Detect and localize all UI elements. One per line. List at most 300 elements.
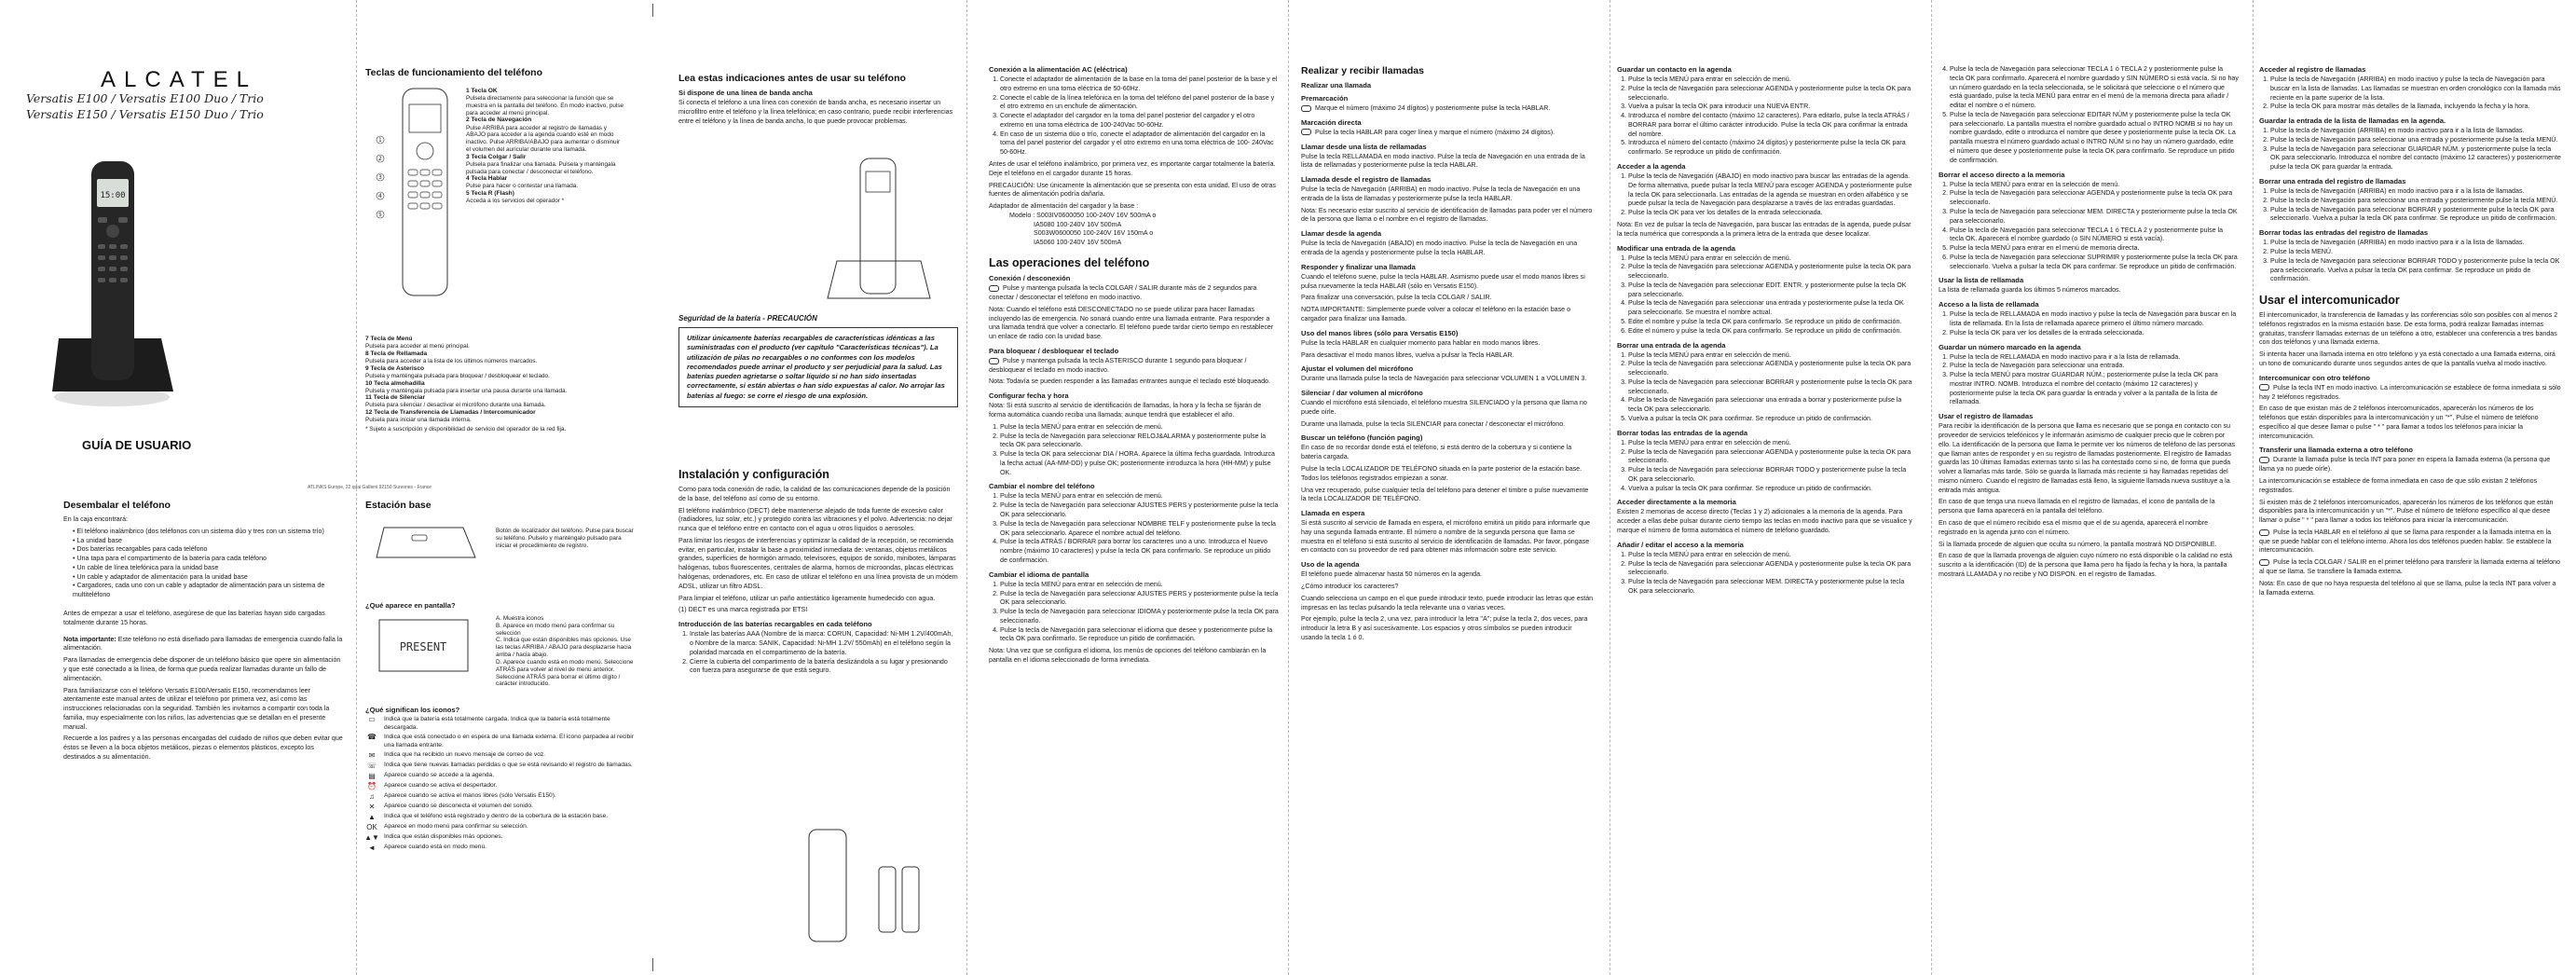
calls-heading: Realizar y recibir llamadas	[1301, 65, 1424, 76]
answer-heading: Responder y finalizar una llamada	[1301, 262, 1416, 271]
install-text: El teléfono inalámbrico (DECT) debe mantenerse alejado de toda fuente de excesivo calor (radiadores, luz solar, etc.) y protegido contra las vibraciones y el polvo. Advertencia: no dejar nunca que el teléfono entre en contacto con el agua u otros líquidos o aerosoles.	[678, 506, 952, 533]
keylock-heading: Para bloquear / desbloquear el teclado	[989, 346, 1119, 355]
icon-desc: Indica que está conectado o en espera de una llamada externa. El icono parpadea al recibir una llamada entrante.	[384, 734, 634, 748]
predial-desc: Marque el número (máximo 24 dígitos) y posteriormente pulse la tecla HABLAR.	[1315, 104, 1551, 112]
int-key-icon	[2259, 457, 2269, 463]
intercom-heading: Usar el intercomunicador	[2259, 294, 2400, 308]
step: 5. Pulse la tecla de Navegación para seleccionar EDITAR NÚM y posteriormente pulse la tecla OK para seleccionarlo. La pantalla muestra el nombre guardado actual o INTRO NOMB si no hay un nombre guardado, edite o introduzca el nombre que desee y posteriormente pulse la tecla OK. La pantalla muestra el número guardado actual o INTRO NÚM si no hay un número guardado, edite el número que desee y posteriormente pulse la tecla OK para confirmarlo. Se reproduce un pitido de confirmación.	[1950, 111, 2239, 166]
step: 1. Pulse la tecla de Navegación (ARRIBA) en modo inactivo para ir a la lista de llamadas.	[2270, 127, 2561, 136]
mute-text: Cuando el micrófono está silenciado, el teléfono muestra SILENCIADO y la persona que llama no puede oírle.	[1301, 399, 1587, 416]
adapter-model: Modelo : S003IV0600050 100-240V 16V 500mA o	[1009, 211, 1157, 219]
step: 3. Pulse la tecla de Navegación para seleccionar EDIT. ENTR. y posteriormente pulse la tecla OK para seleccionarlo.	[1628, 282, 1915, 300]
speaker-icon: ♫	[369, 791, 375, 801]
delete-all-steps	[1617, 439, 1915, 494]
direct-memory-text: Existen 2 memorias de acceso directo (Teclas 1 y 2) adicionales a la memoria de la agenda. Para acceder a ellas debe pulsar durante cierto tiempo las teclas en modo inactivo para que se visualice y marque el número de forma automática el número de teléfono guardado.	[1617, 508, 1912, 535]
step: 1. Pulse la tecla de Navegación (ARRIBA) en modo inactivo y pulse la tecla de Navegación para buscar en la lista de llamadas. Las llamadas se muestran en orden cronológico con la llamada más reciente en la parte superior de la lista.	[2270, 76, 2561, 103]
unpack-section	[63, 500, 343, 765]
icon-row	[365, 762, 636, 770]
safety-heading: Seguridad de la batería - PRECAUCIÓN	[678, 314, 817, 323]
key-text: Pulsela y manténgala pulsada para bloquear / desbloquear el teclado.	[365, 372, 550, 379]
delete-memory-heading: Borrar el acceso directo a la memoria	[1939, 170, 2065, 179]
redial-list-heading: Llamar desde una lista de rellamadas	[1301, 142, 1427, 151]
phonebook-capacity: El teléfono puede almacenar hasta 50 números en la agenda.	[1301, 570, 1483, 579]
trim-mark	[652, 958, 653, 971]
alarm-icon: ⏰	[367, 781, 377, 790]
direct-dial-text	[1301, 129, 1594, 138]
step: 1. Pulse la tecla MENÚ para entrar en la selección de menú.	[1950, 181, 2239, 190]
fold-line	[2253, 0, 2254, 975]
step: 2. Pulse la tecla OK para ver los detalles de la entrada seleccionada.	[1950, 329, 2239, 338]
step: 1. Pulse la tecla MENÚ para entrar en selección de menú.	[1628, 351, 1915, 361]
paging-text: En caso de no recordar donde está el teléfono, si está dentro de la cobertura y si contiene la batería cargada.	[1301, 444, 1572, 461]
step: 2. Pulse la tecla de Navegación para seleccionar AJUSTES PERS y posteriormente pulse la tecla OK para seleccionarlo.	[1000, 501, 1280, 520]
key-item	[466, 117, 624, 153]
step: 1. Instale las baterías AAA (Nombre de la marca: CORUN, Capacidad: Ni-MH 1.2V/400mAh, o Nombre de la marca: SANIK, Capacidad: Ni-MH 1.2V/ 550mAh) en el teléfono según la polaridad marcada en el compartimento de la batería.	[690, 630, 958, 657]
paging-heading: Buscar un teléfono (función paging)	[1301, 433, 1423, 443]
language-note: Nota: Una vez que se configura el idioma, los menús de opciones del teléfono cambiarán en la pantalla en el idioma seleccionado de forma inmediata.	[989, 647, 1267, 664]
step: 1. Pulse la tecla MENÚ para entrar en selección de menú.	[1628, 551, 1915, 560]
step: 2. Conecte el cable de la línea telefónica en la toma del teléfono del panel posterior de la base y el otro extremo en un enchufe de alimentación.	[1000, 94, 1280, 113]
install-heading: Instalación y configuración	[678, 468, 829, 481]
list-item: • El teléfono inalámbrico (dos teléfonos con un sistema dúo y tres con un sistema trío)	[73, 528, 343, 537]
step: 2. Pulse la tecla de Navegación para seleccionar AGENDA y posteriormente pulse la tecla OK para seleccionarlo.	[1628, 560, 1915, 579]
note-text: Este teléfono no está diseñado para llamadas de emergencia cuando falla la alimentación.	[63, 635, 343, 652]
redial-save-steps	[1939, 353, 2239, 408]
charge-note: Antes de empezar a usar el teléfono, asegúrese de que las baterías hayan sido cargadas totalmente durante 15 horas.	[63, 610, 325, 626]
screen-diagram	[375, 615, 477, 680]
characters-question: ¿Cómo introducir los caracteres?	[1301, 583, 1399, 590]
locator-description: Botón de localizador del teléfono. Pulse para buscar su teléfono. Pulselo y manténgalo pulsado para iniciar el procedimiento de registro.	[496, 528, 634, 549]
key-text: Pulsela y manténgala pulsada para insertar una pausa durante una llamada.	[365, 387, 568, 394]
datetime-note: Nota: Si está suscrito al servicio de identificación de llamadas, la hora y la fecha se fijarán de forma automática cuando reciba una llamada; aunque tendrá que establecer el año.	[989, 402, 1262, 419]
icon-row	[365, 716, 636, 732]
keys-footnote: * Sujeto a suscripción y disponibilidad de servicio del operador de la red fija.	[365, 426, 567, 433]
svg-text:1: 1	[378, 137, 382, 144]
step: 4. Pulse la tecla de Navegación para seleccionar una entrada y posteriormente pulse la tecla OK para seleccionarlo. Se muestra el nombre actual.	[1628, 299, 1915, 318]
guide-title: GUÍA DE USUARIO	[82, 438, 192, 452]
calls-panel	[1301, 0, 1599, 975]
back-icon: ◄	[368, 843, 376, 852]
key-text: Pulsela para acceder al menú principal.	[365, 343, 470, 350]
memory-panel	[1939, 0, 2244, 975]
icon-desc: Indica que están disponibles más opciones.	[384, 833, 503, 841]
broadband-text: Si conecta el teléfono a una línea con conexión de banda ancha, es necesario insertar un microfiltro entre el teléfono y la línea telefónica; en caso contrario, puede recibir interferencias entre el teléfono y la línea de banda ancha, lo que puede provocar problemas.	[678, 99, 953, 125]
svg-text:3: 3	[378, 174, 382, 181]
key-title: 10 Tecla almohadilla	[365, 379, 425, 387]
step: 1. Pulse la tecla MENÚ para entrar en selección de menú.	[1000, 581, 1280, 590]
delete-memory-steps	[1939, 181, 2239, 272]
step: 5. Edite el nombre y pulse la tecla OK para confirmarlo. Se reproduce un pitido de confirmación.	[1628, 318, 1915, 327]
mute-heading: Silenciar / dar volumen al micrófono	[1301, 389, 1423, 398]
keylock-note: Nota: Todavía se pueden responder a las llamadas entrantes aunque el teclado esté bloqueado.	[989, 378, 1270, 386]
rename-heading: Cambiar el nombre del teléfono	[989, 482, 1095, 491]
intercom-text: Si intenta hacer una llamada interna en otro teléfono y ya está conectado a una llamada externa, oirá un tono de comunicando durante unos segundos antes de que la pantalla vuelva al modo inactivo.	[2259, 350, 2555, 367]
datetime-steps	[989, 423, 1280, 478]
transfer-desc: Pulse la tecla HABLAR en el teléfono al que se llama para responder a la llamada interna en la que se puede hablar con el teléfono interno. Ahora los dos teléfonos pueden hablar. Se establece la intercomunicación.	[2259, 528, 2552, 555]
fold-line	[966, 0, 967, 975]
redial-heading: Usar la lista de rellamada	[1939, 276, 2024, 285]
icon-row	[365, 772, 636, 780]
unpack-intro: En la caja encontrará:	[63, 515, 129, 523]
key-title: 1 Tecla OK	[466, 88, 498, 94]
step: 1. Pulse la tecla MENÚ para entrar en selección de menú.	[1628, 439, 1915, 448]
redial-list-text: Pulse la tecla RELLAMADA en modo inactivo. Pulse la tecla de Navegación en una entrada de la lista de rellamadas y posteriormente pulse la tecla HABLAR.	[1301, 152, 1585, 170]
onoff-desc: Pulse y mantenga pulsada la tecla COLGAR / SALIR durante más de 2 segundos para conectar / desconectar el teléfono en modo inactivo.	[989, 284, 1257, 301]
key-item	[365, 409, 636, 424]
access-phonebook-heading: Acceder a la agenda	[1617, 162, 1686, 172]
caller-id-text: En caso de que el número recibido esa el mismo que el de su agenda, aparecerá el nombre registrado en la agenda junto con el número.	[1939, 519, 2209, 536]
key-title: 4 Tecla Hablar	[466, 175, 508, 183]
step: 1. Pulse la tecla de Navegación (ABAJO) en modo inactivo para buscar las entradas de la agenda. De forma alternativa, puede pulsar la tecla MENÚ para escoger AGENDA y posteriormente pulse la tecla OK para seleccionarla. Las entradas de la agenda se muestran en orden alfabético y se puede pulsar la tecla de Navegación para desplazarse a través de las entradas guardadas.	[1628, 172, 1915, 209]
step: 3. Pulse la tecla OK para seleccionar DIA / HORA. Aparece la última fecha guardada. Introduzca la fecha actual (AA-MM-DD) y pulse OK; posteriormente introduzca la hora (HH-MM) y pulse OK.	[1000, 450, 1280, 477]
key-descriptions-bottom	[365, 336, 636, 433]
list-item: • Un cable de línea telefónica para la unidad base	[73, 564, 343, 573]
step: 2. Cierre la cubierta del compartimento de la batería deslizándola a su lugar y presionando con fuerza para asegurarse de que está seguro.	[690, 658, 958, 677]
step: 4. En caso de un sistema dúo o trío, conecte el adaptador de alimentación del cargador en la toma del panel posterior del cargador y el otro extremo en una toma eléctrica de 100- 240Vac 50-60Hz.	[1000, 130, 1280, 158]
step: 3. Pulse la tecla de Navegación para seleccionar NOMBRE TELF y posteriormente pulse la tecla OK para seleccionarlo. Aparece el nombre actual del teléfono.	[1000, 520, 1280, 539]
key-title: 11 Tecla de Silenciar	[365, 394, 426, 402]
caller-id-text: Para recibir la identificación de la persona que llama es necesario que se ponga en contacto con su proveedor de servicios telefónicos y le informarán asimismo de cualquier precio que le cobren por ello. La identificación de la persona que llama le permite ver los números de teléfono de las personas que llaman antes de responder y en su registro de llamadas posteriormente. El registro de llamadas guarda las 10 últimas llamadas externas tanto si las ha contestado como si no, de forma que pueda volver a llamarlas más tarde. Sólo se guarda la llamada más reciente si hay llamadas repetidas del mismo número. Cuando el registro de llamadas está lleno, la siguiente llamada nueva sustituye a la entrada más antigua.	[1939, 422, 2236, 494]
intercom-text: El intercomunicador, la transferencia de llamadas y las conferencias sólo son posibles con al menos 2 teléfonos registrados en la misma estación base. De esta forma, podrá realizar llamadas internas gratuitas, transferir llamadas externas de un teléfono a otro, establecer una conferencia a tres bandas con dos teléfonos y una llamada externa.	[2259, 311, 2558, 347]
battery-diagram	[790, 820, 949, 960]
read-manual-note: Para familiarizarse con el teléfono Versatis E100/Versatis E150, recomendamos leer atentamente este manual antes de utilizar el teléfono por primera vez, así como las instrucciones relacionadas con la seguridad. También les invitamos a compartir con toda la familia, muy especialmente con los niños, las advertencias que se detallan en el presente manual.	[63, 686, 330, 731]
make-call-heading: Realizar una llamada	[1301, 81, 1372, 89]
handsfree-heading: Uso del manos libres (sólo para Versatis E150)	[1301, 328, 1459, 337]
trim-mark	[652, 4, 653, 17]
icons-section	[365, 701, 636, 854]
step: 4. Pulse la tecla de Navegación para seleccionar el idioma que desee y posteriormente pulse la tecla OK para confirmarlo. Se reproduce un pitido de confirmación.	[1000, 626, 1280, 645]
talk-key-icon	[1301, 105, 1311, 112]
key-item	[466, 190, 624, 205]
phonebook-call-heading: Llamar desde la agenda	[1301, 229, 1382, 239]
key-text: Acceda a los servicios del operador *	[466, 198, 565, 205]
caller-id-heading: Usar el registro de llamadas	[1939, 412, 2034, 421]
base-screen-text: PRESENT	[399, 640, 447, 653]
intercom-other-text: En caso de que existan más de 2 teléfonos intercomunicados, aparecerán los números de los teléfonos que están disponibles para la intercomunicación y un "*", Pulse el número de teléfono específico al que desee llamar o pulse " * " para llamar a todos los teléfonos para iniciar la intercomunicación.	[2259, 405, 2539, 440]
install-text: Como para toda conexión de radio, la calidad de las comunicaciones depende de la posición de la base, del teléfono así como de su entorno.	[678, 486, 951, 502]
access-phonebook-steps	[1617, 172, 1915, 218]
unpack-heading: Desembalar el teléfono	[63, 500, 171, 511]
key-item	[365, 365, 636, 380]
step: 2. Pulse la tecla OK para ver los detalles de la entrada seleccionada.	[1628, 209, 1915, 218]
instructions-panel	[678, 0, 963, 975]
icon-desc: Aparece en modo menú para confirmar su selección.	[384, 823, 528, 831]
screen-item: A. Muestra iconos	[496, 615, 544, 622]
delete-entry-steps	[1617, 351, 1915, 424]
end-call-text: Para finalizar una conversación, pulse la tecla COLGAR / SALIR.	[1301, 294, 1492, 302]
model-line-2: Versatis E150 / Versatis E150 Duo / Trio	[26, 106, 264, 121]
base-heading: Estación base	[365, 500, 432, 511]
icon-desc: Indica que tiene nuevas llamadas perdidas o que se está revisando el registro de llamadas.	[384, 762, 633, 769]
install-text: Para limitar los riesgos de interferencias y optimizar la calidad de la recepción, se recomienda evitar, en particular, instalar la base a proximidad inmediata de: ventanas, objetos metálicos grandes, superficies de hormigón armado, televisores, equipos de sonido, minibotes, lámparas halógenas, tubos fluorescentes, centrales de alarma, hornos de microondas, placas eléctricas halógenas, ordenadores, etc. En caso de utilizar el teléfono en una línea provista de un módem ADSL, utilizar un filtro ADSL.	[678, 536, 958, 590]
answer-text: Cuando el teléfono suene, pulse la tecla HABLAR. Asimismo puede usar el modo manos libres si pulsa nuevamente la tecla HABLAR (sólo en Versatis E150).	[1301, 272, 1585, 290]
brand-name: ALCATEL	[101, 67, 257, 92]
step: 1. Pulse la tecla de RELLAMADA en modo inactivo y pulse la tecla de Navegación para buscar en la lista de rellamada. En la lista de rellamada aparece primero el último número marcado.	[1950, 310, 2239, 329]
key-text: Pulse para hacer o contestar una llamada.	[466, 183, 579, 190]
screen-heading: ¿Qué aparece en pantalla?	[365, 601, 456, 610]
step: 3. Pulse la tecla de Navegación para seleccionar BORRAR y posteriormente pulse la tecla OK para seleccionarlo.	[1628, 378, 1915, 397]
delete-log-steps	[2259, 187, 2561, 224]
fold-line	[1931, 0, 1932, 975]
direct-dial-desc: Pulse la tecla HABLAR para coger línea y marque el número (máximo 24 dígitos).	[1315, 128, 1555, 136]
step: 1. Pulse la tecla MENÚ para entrar en selección de menú.	[1000, 492, 1280, 501]
voicemail-icon: ✉	[368, 750, 376, 760]
phone-sketch	[818, 149, 949, 308]
step: 3. Pulse la tecla de Navegación para seleccionar BORRAR TODO y posteriormente pulse la tecla OK para seleccionarlo. Vuelva a pulsar la tecla OK para confirmar. Se reproduce un pitido de confirmación.	[2270, 257, 2561, 284]
save-contact-steps	[1617, 76, 1915, 158]
key-title: 2 Tecla de Navegación	[466, 117, 532, 124]
rename-steps	[989, 492, 1280, 565]
transfer-desc: Pulse la tecla COLGAR / SALIR en el primer teléfono para transferir la llamada externa al teléfono al que se llama. Se transfiere la llamada externa.	[2259, 558, 2560, 576]
key-item	[466, 175, 624, 190]
step: 2. Pulse la tecla de Navegación para seleccionar AJUSTES PERS y posteriormente pulse la tecla OK para seleccionarlo.	[1000, 590, 1280, 609]
key-text: Pulsela para acceder a la lista de los últimos números marcados.	[365, 357, 538, 364]
delete-all-log-steps	[2259, 239, 2561, 284]
icon-desc: Indica que la batería está totalmente cargada. Indica que la batería está totalmente descargada.	[384, 716, 610, 731]
step: 3. Pulse la tecla de Navegación para seleccionar MEM. DIRECTA y posteriormente pulse la tecla OK para seleccionarlo.	[1628, 578, 1915, 597]
predial-text	[1301, 104, 1594, 114]
box-contents-list	[63, 528, 343, 600]
icon-desc: Indica que ha recibido un nuevo mensaje de correo de voz.	[384, 751, 546, 759]
step: 1. Pulse la tecla MENÚ para entrar en selección de menú.	[1628, 76, 1915, 85]
company-address: ATLINKS Europe, 22 quai Gallieni 92150 Suresnes - France	[308, 485, 432, 490]
battery-install-steps	[678, 630, 958, 676]
characters-example: Por ejemplo, pulse la tecla 2, una vez, para introducir la letra "A"; pulse la tecla 2, dos veces, para introducir la letra B y así sucesivamente. Los espacios y otros símbolos se pueden introducir usando la tecla 1 ó 0.	[1301, 615, 1588, 641]
icon-row	[365, 751, 636, 760]
key-item	[365, 336, 636, 350]
step: 4. Pulse la tecla de Navegación para seleccionar una entrada a borrar y posteriormente pulse la tecla OK para seleccionarlo.	[1628, 396, 1915, 415]
step: 4. Vuelva a pulsar la tecla OK para confirmar. Se reproduce un pitido de confirmación.	[1628, 485, 1915, 494]
model-line-1: Versatis E100 / Versatis E100 Duo / Trio	[26, 91, 264, 105]
icons-heading: ¿Qué significan los iconos?	[365, 706, 460, 714]
adapter-spec: IA5080 100-240V 16V 500mA	[1034, 220, 1122, 228]
key-item	[466, 154, 624, 176]
step: 1. Pulse la tecla MENÚ para entrar en selección de menú.	[1628, 254, 1915, 264]
save-log-heading: Guardar la entrada de la lista de llamadas en la agenda.	[2259, 117, 2446, 126]
answer-note: NOTA IMPORTANTE: Simplemente puede volver a colocar el teléfono en la estación base o cargador para finalizar una llamada.	[1301, 306, 1571, 323]
keylock-text	[989, 357, 1280, 376]
phonebook-use-heading: Uso de la agenda	[1301, 560, 1360, 570]
mute-action-text: Durante una llamada, pulse la tecla SILENCIAR para conectar / desconectar el micrófono.	[1301, 419, 1566, 428]
step: 2. Pulse la tecla OK para mostrar más detalles de la llamada, incluyendo la fecha y la hora.	[2270, 103, 2561, 112]
screen-item: C. Indica que están disponibles más opciones. Use las teclas ARRIBA / ABAJO para desplazarse hacia arriba / hacia abajo.	[496, 637, 632, 659]
save-log-steps	[2259, 127, 2561, 172]
step: 2. Pulse la tecla MENÚ.	[2270, 248, 2561, 257]
dect-note: (1) DECT es una marca registrada por ETSI	[678, 606, 808, 614]
call-waiting-heading: Llamada en espera	[1301, 509, 1365, 518]
step: 3. Pulse la tecla MENÚ para mostrar GUARDAR NÚM.; posteriormente pulse la tecla OK para mostrar INTRO. NOMB. Introduzca el nombre del contacto (máximo 12 caracteres) y posteriormente pulse la tecla OK para guardar la entrada y volver a la pantalla de la lista de rellamada.	[1950, 371, 2239, 407]
key-text: Pulsela para silenciar / desactivar el micrófono durante una llamada.	[365, 402, 546, 409]
svg-text:5: 5	[378, 212, 382, 218]
safety-section	[678, 314, 958, 407]
signal-icon: ▲	[368, 812, 376, 821]
key-text: Pulsela directamente para seleccionar la función que se muestra en la pantalla del teléfono. En modo inactivo, pulse para acceder al menú principal.	[466, 95, 624, 117]
key-item	[466, 88, 624, 117]
language-steps	[989, 581, 1280, 644]
list-item: • Dos baterías recargables para cada teléfono	[73, 545, 343, 555]
phonebook-panel	[1617, 0, 1921, 975]
key-item	[365, 380, 636, 395]
transfer-desc: Durante la llamada pulse la tecla INT para poner en espera la llamada externa (la persona que llama ya no puede oírle).	[2259, 456, 2551, 474]
call-log-text: Pulse la tecla de Navegación (ARRIBA) en modo inactivo. Pulse la tecla de Navegación en una entrada de la lista de llamadas y posteriormente pulse la tecla HABLAR.	[1301, 185, 1581, 202]
step: 3. Conecte el adaptador del cargador en la toma del panel posterior del cargador y el otro extremo en una toma eléctrica de 100-240Vac 50-60Hz.	[1000, 112, 1280, 130]
step: 1. Pulse la tecla de Navegación (ARRIBA) en modo inactivo para ir a la lista de llamadas.	[2270, 239, 2561, 248]
call-log-heading: Llamada desde el registro de llamadas	[1301, 175, 1432, 185]
base-section	[365, 500, 636, 515]
caller-id-text: En caso de que tenga una nueva llamada en el registro de llamadas, el icono de pantalla de la persona que llama aparecerá en la pantalla del teléfono.	[1939, 498, 2215, 515]
screen-item: D. Aparece cuando está en modo menú. Seleccione ATRÁS para volver al nivel de menú anterior. Seleccione ATRÁS para borrar el último dígito / carácter introducido.	[496, 658, 634, 688]
icon-row	[365, 813, 636, 821]
predial-heading: Premarcación	[1301, 94, 1349, 103]
power-heading: Conexión a la alimentación AC (eléctrica)	[989, 65, 1128, 74]
transfer-note: Nota: En caso de que no haya respuesta del teléfono al que se llama, pulse la tecla INT para volver a la llamada externa.	[2259, 579, 2556, 597]
step: 1. Pulse la tecla de RELLAMADA en modo inactivo para ir a la lista de rellamada.	[1950, 353, 2239, 363]
step: 2. Pulse la tecla de Navegación para seleccionar AGENDA y posteriormente pulse la tecla OK para seleccionarlo.	[1628, 85, 1915, 103]
hangup-key-icon	[2259, 559, 2269, 566]
icon-row	[365, 803, 636, 811]
icon-row	[365, 823, 636, 831]
step: 5. Pulse la tecla MENÚ para entrar en el menú de memoria directa.	[1950, 244, 2239, 254]
datetime-heading: Configurar fecha y hora	[989, 391, 1069, 401]
step: 4. Pulse la tecla de Navegación para seleccionar TECLA 1 ó TECLA 2 y posteriormente pulse la tecla OK. Aparecerá el nombre guardado (o SIN NÚMERO si está vacía).	[1950, 227, 2239, 245]
keys-panel	[365, 0, 645, 975]
paging-stop-text: Una vez recuperado, pulse cualquier tecla del teléfono para detener el timbre o pulse nuevamente la tecla LOCALIZADOR DE TELÉFONO.	[1301, 486, 1589, 503]
handsfree-text: Pulse la tecla HABLAR en cualquier momento para hablar en modo manos libres.	[1301, 338, 1541, 347]
power-steps	[989, 76, 1280, 158]
key-title: 3 Tecla Colgar / Salir	[466, 153, 527, 160]
step: 3. Pulse la tecla de Navegación para seleccionar MEM. DIRECTA y posteriormente pulse la tecla OK para seleccionarlo.	[1950, 208, 2239, 227]
operations-heading: Las operaciones del teléfono	[989, 256, 1150, 270]
icon-row	[365, 734, 636, 749]
icon-desc: Aparece cuando se activa el despertador.	[384, 782, 498, 790]
caution-text: PRECAUCIÓN: Use únicamente la alimentación que se presenta con esta unidad. El uso de otras fuentes de alimentación podría dañarla.	[989, 181, 1276, 199]
delete-log-heading: Borrar una entrada del registro de llamadas	[2259, 177, 2406, 186]
ringer-off-icon: ✕	[368, 802, 376, 811]
child-safety-note: Recuerde a los padres y a las personas encargadas del cuidado de niños que deben evitar que éstos se lleven a la boca objetos metálicos, piezas o elementos plásticos, excepto los destinados a su alimentación.	[63, 735, 343, 761]
ok-icon: OK	[366, 822, 377, 831]
step: 3. Pulse la tecla de Navegación para seleccionar IDIOMA y posteriormente pulse la tecla OK para seleccionarlo.	[1000, 608, 1280, 626]
key-text: Pulsela para finalizar una llamada. Pulsela y manténgala pulsada para conectar / desconectar el teléfono.	[466, 160, 616, 175]
access-log-heading: Acceder al registro de llamadas	[2259, 65, 2366, 74]
important-note	[63, 636, 343, 654]
step: 2. Pulse la tecla de Navegación para seleccionar AGENDA y posteriormente pulse la tecla OK para seleccionarlo.	[1628, 448, 1915, 467]
icon-desc: Aparece cuando se activa el manos libres (sólo Versatis E150).	[384, 792, 556, 800]
intercom-other-heading: Intercomunicar con otro teléfono	[2259, 373, 2370, 382]
caller-id-text: En caso de que la llamada provenga de alguien cuyo número no está disponible o la calidad no está suscrito a la identificación (ID) de la persona que llama pero ha fijado la fecha y la hora, la pantalla mostrará LLAMADA y no recibe y NO DISPON. en el registro de llamadas.	[1939, 552, 2233, 578]
memory-edit-steps	[1617, 551, 1915, 597]
volume-heading: Ajustar el volumen del micrófono	[1301, 364, 1414, 374]
key-title: 9 Tecla de Asterisco	[365, 364, 425, 372]
key-text: Pulse ARRIBA para acceder al registro de llamadas y ABAJO para acceder a la agenda cuando esté en modo inactivo. Pulse ARRIBA/ABAJO para aumentar o disminuir el volumen del auricular durante una llamada.	[466, 124, 621, 153]
onoff-heading: Conexión / desconexión	[989, 274, 1071, 283]
step: 4. Pulse la tecla ATRÁS / BORRAR para borrar los caracteres uno a uno. Introduzca el Nuevo nombre (máximo 10 caracteres) y pulse la tecla OK para confirmarlo. Se reproduce un pitido de confirmación.	[1000, 538, 1280, 565]
star-key-icon	[989, 358, 999, 364]
battery-install-heading: Introducción de las baterías recargables en cada teléfono	[678, 620, 872, 629]
step: 3. Pulse la tecla de Navegación para seleccionar GUARDAR NÚM. y posteriormente pulse la tecla OK para seleccionarlo. Introduzca el nombre del contacto (máximo 12 caracteres) y posteriormente pulse la tecla OK para guardar la entrada.	[2270, 145, 2561, 172]
svg-text:4: 4	[378, 193, 382, 199]
transfer-text	[2259, 456, 2561, 474]
key-title: 5 Tecla R (Flash)	[466, 190, 514, 198]
transfer-text: Si existen más de 2 teléfonos intercomunicados, aparecerán los números de los teléfonos que están disponibles para la intercomunicación y un "*". Pulse el número de teléfono específico al que desee llamar o pulse " * " para llamar a todos los teléfonos para iniciar la intercomunicación.	[2259, 498, 2554, 525]
edit-entry-steps	[1617, 254, 1915, 336]
battery-warning: Utilizar únicamente baterías recargables de características idénticas a las suministradas con el producto (ver capítulo "Características técnicas"). La utilización de pilas no recargables o no conformes con los modelos recomendados puede arrinar el producto y ser perjudicial para la salud. Las baterías pueden agrietarse o soltar líquido si no han sido insertadas correctamente, si están abiertas o han sido expuestas al calor. No arrojar las baterías al fuego: se corre el riesgo de una explosión.	[678, 327, 958, 407]
talk-key-icon	[2259, 529, 2269, 536]
step: 2. Pulse la tecla de Navegación para seleccionar una entrada.	[1950, 362, 2239, 371]
screen-legend	[496, 615, 636, 688]
onoff-note: Nota: Cuando el teléfono está DESCONECTADO no se puede utilizar para hacer llamadas incluyendo las de emergencia. No sonará cuando entre una llamada entrante. Para responder a una llamada tendrá que volver a conectarlo. El teléfono puede tardar cierto tiempo en restablecer un enlace de radio con la unidad base.	[989, 305, 1274, 341]
charge-text: Antes de usar el teléfono inalámbrico, por primera vez, es importante cargar totalmente la batería. Deje el teléfono en el cargador durante 15 horas.	[989, 160, 1276, 177]
delete-all-log-heading: Borrar todas las entradas del registro de llamadas	[2259, 228, 2429, 238]
step: 1. Conecte el adaptador de alimentación de la base en la toma del panel posterior de la base y el otro extremo en una toma eléctrica de 50-60Hz.	[1000, 76, 1280, 94]
instructions-heading: Lea estas indicaciones antes de usar su teléfono	[678, 73, 906, 84]
transfer-text	[2259, 529, 2561, 556]
icon-row	[365, 833, 636, 842]
key-title: 7 Tecla de Menú	[365, 336, 413, 342]
step: 2. Pulse la tecla de Navegación para seleccionar una entrada y posteriormente pulse la tecla MENÚ.	[2270, 136, 2561, 145]
key-text: Pulsela para iniciar una llamada interna.	[365, 417, 472, 424]
call-log-note: Nota: Es necesario estar suscrito al servicio de identificación de llamadas para poder ver el número de la persona que llama o el nombre en el registro de llamadas.	[1301, 206, 1593, 224]
fold-line	[1288, 0, 1289, 975]
list-item: • Un cable y adaptador de alimentación para la unidad base	[73, 573, 343, 583]
phonebook-icon: ▤	[368, 771, 376, 780]
icon-row	[365, 792, 636, 801]
phonebook-call-text: Pulse la tecla de Navegación (ABAJO) en modo inactivo. Pulse la tecla de Navegación en una entrada de la agenda y posteriormente pulse la tecla HABLAR.	[1301, 240, 1578, 257]
step: 5. Introduzca el número del contacto (máximo 24 dígitos) y posteriormente pulse la tecla OK para confirmarlo. Se reproduce un pitido de confirmación.	[1628, 139, 1915, 158]
talk-key-icon	[1301, 129, 1311, 135]
icon-row	[365, 844, 636, 852]
adapter-spec: IA5060 100-240V 16V 500mA	[1034, 238, 1122, 246]
memory-edit-heading: Añadir / editar el acceso a la memoria	[1617, 540, 1744, 549]
key-title: 12 Tecla de Transferencia de Llamadas / Intercomunicador	[365, 409, 536, 417]
screen-section	[365, 597, 636, 611]
install-section	[678, 464, 958, 679]
missed-call-icon: ☏	[366, 761, 377, 770]
onoff-text	[989, 284, 1280, 303]
step: 3. Vuelva a pulsar la tecla OK para introducir una NUEVA ENTR.	[1628, 103, 1915, 112]
access-phonebook-note: Nota: En vez de pulsar la tecla de Navegación, para buscar las entradas de la agenda, puede pulsar la tecla numérica que corresponda a la primera letra de la entrada que desee localizar.	[1617, 220, 1911, 238]
broadband-heading: Si dispone de una línea de banda ancha	[678, 89, 813, 97]
access-log-steps	[2259, 76, 2561, 112]
step: 5. Vuelva a pulsar la tecla OK para confirmar. Se reproduce un pitido de confirmación.	[1628, 415, 1915, 424]
call-waiting-text: Si está suscrito al servicio de llamada en espera, el micrófono emitirá un pitido para informarle que hay una segunda llamada entrante. El número o nombre de la segunda persona que llama se muestra en el teléfono si está suscrito al servicio de identificación de llamadas. Por favor, póngase en contacto con su proveedor de red para obtener más información sobre este servicio.	[1301, 519, 1590, 555]
step: 1. Pulse la tecla de Navegación (ARRIBA) en modo inactivo para ir a la lista de llamadas.	[2270, 187, 2561, 197]
step: 2. Pulse la tecla de Navegación para seleccionar RELOJ&ALARMA y posteriormente pulse la tecla OK para seleccionarlo.	[1000, 433, 1280, 451]
intercom-other-text	[2259, 384, 2561, 403]
redial-access-heading: Acceso a la lista de rellamada	[1939, 300, 2039, 309]
keylock-desc: Pulse y mantenga pulsada la tecla ASTERISCO durante 1 segundo para bloquear / desbloquear el teclado en modo inactivo.	[989, 356, 1247, 374]
step: 1. Pulse la tecla MENÚ para entrar en selección de menú.	[1000, 423, 1280, 433]
transfer-heading: Transferir una llamada externa a otro teléfono	[2259, 446, 2414, 455]
step: 6. Edite el número y pulse la tecla OK para confirmarlo. Se reproduce un pitido de confirmación.	[1628, 327, 1915, 336]
hangup-key-icon	[989, 285, 999, 292]
transfer-text: La intercomunicación se establece de forma inmediata en caso de que sólo existan 2 teléfonos registrados.	[2259, 477, 2538, 494]
icon-desc: Indica que el teléfono está registrado y dentro de la cobertura de la estación base.	[384, 813, 609, 820]
scroll-arrows-icon: ▲▼	[364, 832, 379, 842]
icon-row	[365, 782, 636, 790]
step: 2. Pulse la tecla de Navegación para seleccionar una entrada y posteriormente pulse la tecla MENÚ.	[2270, 197, 2561, 206]
phone-illustration	[45, 147, 222, 413]
base-station-diagram	[375, 518, 486, 565]
caller-id-text: Si la llamada procede de alguien que oculta su número, la pantalla mostrará NO DISPONIBLE.	[1939, 540, 2217, 548]
transfer-text	[2259, 558, 2561, 577]
phone-icon: ☎	[367, 733, 377, 742]
volume-text: Durante una llamada pulse la tecla de Navegación para seleccionar VOLUMEN 1 a VOLUMEN 3.	[1301, 375, 1587, 383]
handsfree-off-text: Para desactivar el modo manos libres, vuelva a pulsar la Tecla HABLAR.	[1301, 350, 1514, 359]
install-text: Para limpiar el teléfono, utilizar un paño antiestático ligeramente humedecido con agua.	[678, 594, 936, 602]
note-label: Nota importante:	[63, 635, 116, 643]
handset-keys-diagram	[367, 84, 479, 308]
edit-entry-heading: Modificar una entrada de la agenda	[1617, 243, 1736, 253]
